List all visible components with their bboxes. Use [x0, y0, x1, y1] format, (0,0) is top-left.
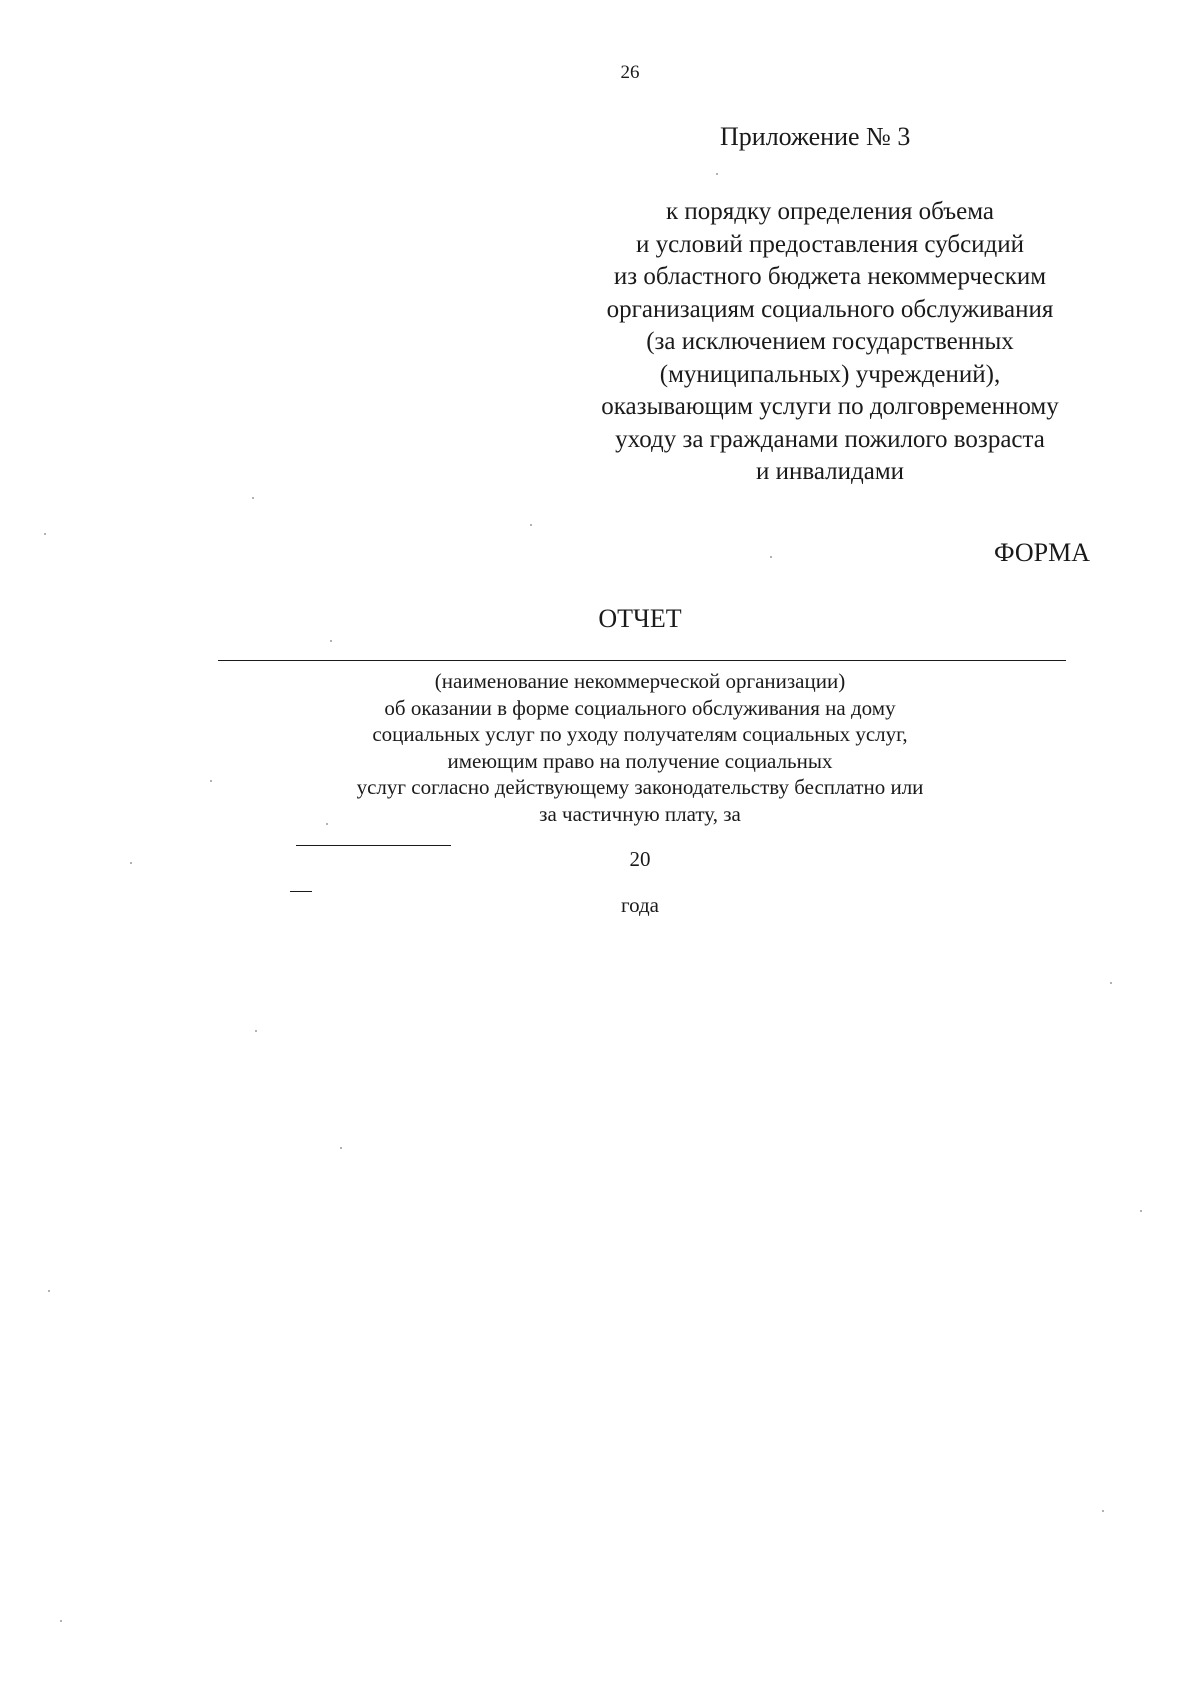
scan-speck	[48, 1290, 50, 1292]
scan-speck	[1140, 1210, 1142, 1212]
year-prefix: 20	[629, 847, 651, 871]
scan-speck	[326, 823, 328, 825]
report-period-line	[290, 801, 990, 919]
scan-speck	[1102, 1510, 1104, 1512]
period-blank	[296, 827, 451, 846]
scan-speck	[60, 1620, 62, 1622]
year-blank	[290, 873, 312, 892]
organization-caption: (наименование некоммерческой организации)	[434, 669, 846, 693]
scan-speck	[130, 862, 132, 864]
scan-speck	[530, 524, 532, 526]
appendix-description-line: (муниципальных) учреждений),	[659, 360, 1001, 388]
report-body	[290, 668, 990, 918]
appendix-description-line: к порядку определения объема	[666, 198, 994, 225]
scan-speck	[255, 1030, 257, 1032]
report-body-line: имеющим право на получение социальных	[447, 748, 833, 773]
appendix-description-line: оказывающим услуги по долговременному	[601, 393, 1059, 420]
appendix-description-line: и инвалидами	[755, 458, 905, 485]
report-body-line: услуг согласно действующему законодательству бесплатно или	[356, 775, 924, 799]
appendix-description-line: уходу за гражданами пожилого возраста	[615, 425, 1045, 453]
scan-speck	[1110, 982, 1112, 984]
page-number: 26	[620, 62, 640, 83]
appendix-title: Приложение № 3	[720, 122, 911, 151]
appendix-description-line: (за исключением государственных	[646, 328, 1014, 355]
appendix-description-line: организациям социального обслуживания	[606, 295, 1054, 323]
report-title: ОТЧЕТ	[598, 604, 682, 633]
report-body-line: об оказании в форме социального обслуживания на дому	[384, 695, 896, 720]
scan-speck	[716, 173, 718, 175]
scan-speck	[44, 533, 46, 535]
year-suffix: года	[621, 892, 659, 917]
scan-speck	[770, 556, 772, 558]
report-body-line: социальных услуг по уходу получателям социальных услуг,	[372, 722, 908, 746]
organization-name-line	[218, 660, 1066, 661]
appendix-description-line: из областного бюджета некоммерческим	[613, 263, 1047, 290]
scan-speck	[210, 780, 212, 782]
appendix-description	[560, 196, 1100, 489]
scan-speck	[340, 1147, 342, 1149]
scan-speck	[252, 497, 254, 499]
scan-speck	[330, 640, 332, 642]
form-label: ФОРМА	[994, 538, 1090, 567]
appendix-description-line: и условий предоставления субсидий	[635, 230, 1025, 258]
period-prefix: за частичную плату, за	[539, 801, 741, 826]
